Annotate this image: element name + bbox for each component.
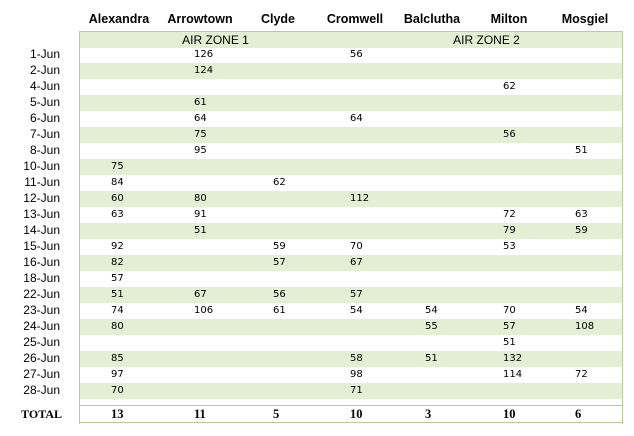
table-cell: 56	[350, 49, 363, 60]
total-value: 13	[111, 407, 124, 421]
table-cell: 56	[273, 289, 286, 300]
table-cell: 71	[350, 385, 363, 396]
table-cell: 91	[194, 209, 207, 220]
table-row	[80, 383, 622, 399]
column-header-alexandra: Alexandra	[88, 12, 150, 26]
table-cell: 57	[273, 257, 286, 268]
row-date-label: 14-Jun	[23, 223, 60, 237]
table-row	[80, 159, 622, 175]
table-row	[80, 79, 622, 95]
row-date-label: 27-Jun	[23, 367, 60, 381]
row-date-label: 15-Jun	[23, 239, 60, 253]
row-date-label: 4-Jun	[29, 79, 60, 93]
table-row	[80, 303, 622, 319]
column-header-milton: Milton	[490, 12, 528, 26]
table-row	[80, 127, 622, 143]
row-date-label: 13-Jun	[23, 207, 60, 221]
table-row	[80, 207, 622, 223]
table-cell: 57	[111, 273, 124, 284]
table-cell: 55	[425, 321, 438, 332]
table-cell: 75	[194, 129, 207, 140]
row-date-label: 10-Jun	[23, 159, 60, 173]
table-cell: 59	[273, 241, 286, 252]
table-cell: 51	[575, 145, 588, 156]
table-row	[80, 367, 622, 383]
table-cell: 62	[503, 81, 516, 92]
table-row	[80, 175, 622, 191]
total-value: 10	[350, 407, 363, 421]
table-cell: 79	[503, 225, 516, 236]
table-cell: 56	[503, 129, 516, 140]
table-cell: 54	[350, 305, 363, 316]
table-row	[80, 47, 622, 63]
total-row	[0, 405, 634, 423]
table-cell: 59	[575, 225, 588, 236]
table-cell: 80	[194, 193, 207, 204]
table-cell: 51	[111, 289, 124, 300]
table-row	[80, 223, 622, 239]
table-cell: 57	[503, 321, 516, 332]
column-header-arrowtown: Arrowtown	[167, 12, 233, 26]
table-row	[80, 287, 622, 303]
table-row	[80, 271, 622, 287]
total-value: 10	[503, 407, 516, 421]
table-cell: 80	[111, 321, 124, 332]
table-cell: 84	[111, 177, 124, 188]
table-cell: 132	[503, 353, 523, 364]
table-row	[80, 95, 622, 111]
table-row	[80, 351, 622, 367]
data-table	[79, 31, 623, 424]
table-cell: 57	[350, 289, 363, 300]
total-value: 5	[273, 407, 280, 421]
table-cell: 126	[194, 49, 214, 60]
table-cell: 64	[350, 113, 363, 124]
table-cell: 75	[111, 161, 124, 172]
table-cell: 70	[350, 241, 363, 252]
row-date-label: 2-Jun	[29, 63, 60, 77]
column-header-cromwell: Cromwell	[326, 12, 384, 26]
row-date-label: 12-Jun	[23, 191, 60, 205]
table-row	[80, 239, 622, 255]
row-date-label: 28-Jun	[23, 383, 60, 397]
total-value: 3	[425, 407, 432, 421]
table-cell: 67	[194, 289, 207, 300]
table-cell: 54	[575, 305, 588, 316]
row-date-label: 24-Jun	[23, 319, 60, 333]
table-row	[80, 335, 622, 351]
zone-1-label: AIR ZONE 1	[80, 32, 351, 48]
row-date-label: 7-Jun	[29, 127, 60, 141]
row-date-label: 11-Jun	[24, 175, 60, 189]
column-header-clyde: Clyde	[260, 12, 296, 26]
table-row	[80, 111, 622, 127]
table-cell: 61	[194, 97, 207, 108]
total-value: 11	[194, 407, 206, 421]
table-cell: 67	[350, 257, 363, 268]
zone-2-label: AIR ZONE 2	[351, 32, 622, 48]
row-date-label: 1-Jun	[29, 47, 60, 61]
table-cell: 92	[111, 241, 124, 252]
table-cell: 70	[503, 305, 516, 316]
table-cell: 58	[350, 353, 363, 364]
table-cell: 124	[194, 65, 214, 76]
table-cell: 64	[194, 113, 207, 124]
row-date-label: 8-Jun	[29, 143, 60, 157]
table-cell: 72	[575, 369, 588, 380]
table-row	[80, 143, 622, 159]
table-cell: 51	[425, 353, 438, 364]
row-date-label: 16-Jun	[23, 255, 60, 269]
table-cell: 62	[273, 177, 286, 188]
table-cell: 53	[503, 241, 516, 252]
row-date-label: 23-Jun	[23, 303, 60, 317]
table-cell: 112	[350, 193, 370, 204]
table-cell: 51	[503, 337, 516, 348]
table-cell: 85	[111, 353, 124, 364]
column-header-balclutha: Balclutha	[403, 12, 461, 26]
row-date-label: 26-Jun	[23, 351, 60, 365]
table-cell: 95	[194, 145, 207, 156]
table-row	[80, 191, 622, 207]
table-cell: 82	[111, 257, 124, 268]
table-row	[80, 63, 622, 79]
table-row	[80, 255, 622, 271]
column-header-mosgiel: Mosgiel	[561, 12, 609, 26]
table-row	[80, 319, 622, 335]
table-cell: 63	[111, 209, 124, 220]
table-cell: 60	[111, 193, 124, 204]
table-cell: 106	[194, 305, 214, 316]
table-cell: 74	[111, 305, 124, 316]
row-date-label: 6-Jun	[29, 111, 60, 125]
table-cell: 98	[350, 369, 363, 380]
table-cell: 97	[111, 369, 124, 380]
table-cell: 63	[575, 209, 588, 220]
total-value: 6	[575, 407, 582, 421]
row-date-label: 18-Jun	[23, 271, 60, 285]
table-cell: 70	[111, 385, 124, 396]
table-cell: 114	[503, 369, 523, 380]
row-date-label: 5-Jun	[29, 95, 60, 109]
total-label: TOTAL	[21, 407, 62, 421]
table-cell: 61	[273, 305, 286, 316]
row-date-label: 25-Jun	[23, 335, 60, 349]
table-cell: 108	[575, 321, 595, 332]
table-cell: 54	[425, 305, 438, 316]
row-date-label: 22-Jun	[23, 287, 60, 301]
table-cell: 51	[194, 225, 207, 236]
table-cell: 72	[503, 209, 516, 220]
